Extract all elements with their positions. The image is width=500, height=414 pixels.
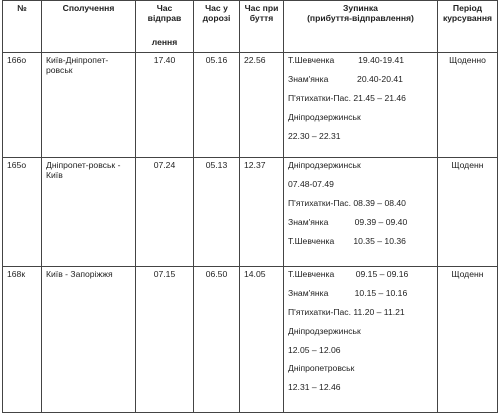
arrival-time: 12.37 (240, 158, 284, 267)
header-travel-time: Час у дорозі (194, 1, 240, 53)
stop-entry: Дніпродзержинськ (288, 111, 361, 122)
stops-list (284, 158, 438, 267)
travel-time: 06.50 (194, 267, 240, 413)
header-stop: Зупинка (прибуття-відправлення) (284, 1, 438, 53)
stop-entry: Знам'янка 10.15 – 10.16 (288, 287, 408, 298)
departure-time: 07.15 (136, 267, 194, 413)
header-route: Сполучення (42, 1, 136, 53)
train-number: 168к (3, 267, 42, 413)
header-departure: Час відправ лення (136, 1, 194, 53)
header-arrival: Час при буття (240, 1, 284, 53)
route-name: Дніпропет-ровськ - Київ (42, 158, 136, 267)
stops-list (284, 267, 438, 413)
table-row (3, 158, 498, 267)
route-name: Київ-Дніпропет-ровськ (42, 53, 136, 158)
travel-time: 05.16 (194, 53, 240, 158)
run-period: Щоденно (438, 53, 498, 158)
run-period: Щоденн (438, 158, 498, 267)
stop-entry: 12.31 – 12.46 (288, 382, 341, 393)
stops-list (284, 53, 438, 158)
stop-entry: Знам'янка 09.39 – 09.40 (288, 216, 408, 227)
train-timetable (2, 0, 498, 413)
stop-entry: П'ятихатки-Пас. 11.20 – 11.21 (288, 306, 405, 317)
stop-entry: 12.05 – 12.06 (288, 344, 341, 355)
header-period: Період курсування (438, 1, 498, 53)
stop-entry: Дніпропетровськ (288, 363, 355, 374)
stop-entry: Т.Шевченка 19.40-19.41 (288, 55, 404, 65)
arrival-time: 22.56 (240, 53, 284, 158)
stop-entry: П'ятихатки-Пас. 08.39 – 08.40 (288, 197, 406, 208)
stop-entry: Дніпродзержинськ (288, 160, 361, 170)
departure-time: 17.40 (136, 53, 194, 158)
stop-entry: 07.48-07.49 (288, 178, 334, 189)
table-row (3, 267, 498, 413)
stop-entry: 22.30 – 22.31 (288, 130, 341, 141)
stop-entry: Знам'янка 20.40-20.41 (288, 73, 403, 84)
header-num: № (3, 1, 42, 53)
train-number: 166о (3, 53, 42, 158)
arrival-time: 14.05 (240, 267, 284, 413)
stop-entry: Т.Шевченка 09.15 – 09.16 (288, 269, 409, 279)
stop-entry: П'ятихатки-Пас. 21.45 – 21.46 (288, 92, 406, 103)
departure-time: 07.24 (136, 158, 194, 267)
header-row (3, 1, 498, 53)
run-period: Щоденн (438, 267, 498, 413)
train-number: 165о (3, 158, 42, 267)
travel-time: 05.13 (194, 158, 240, 267)
table-row (3, 53, 498, 158)
stop-entry: Дніпродзержинськ (288, 325, 361, 336)
route-name: Київ - Запоріжжя (42, 267, 136, 413)
stop-entry: Т.Шевченка 10.35 – 10.36 (288, 235, 406, 246)
